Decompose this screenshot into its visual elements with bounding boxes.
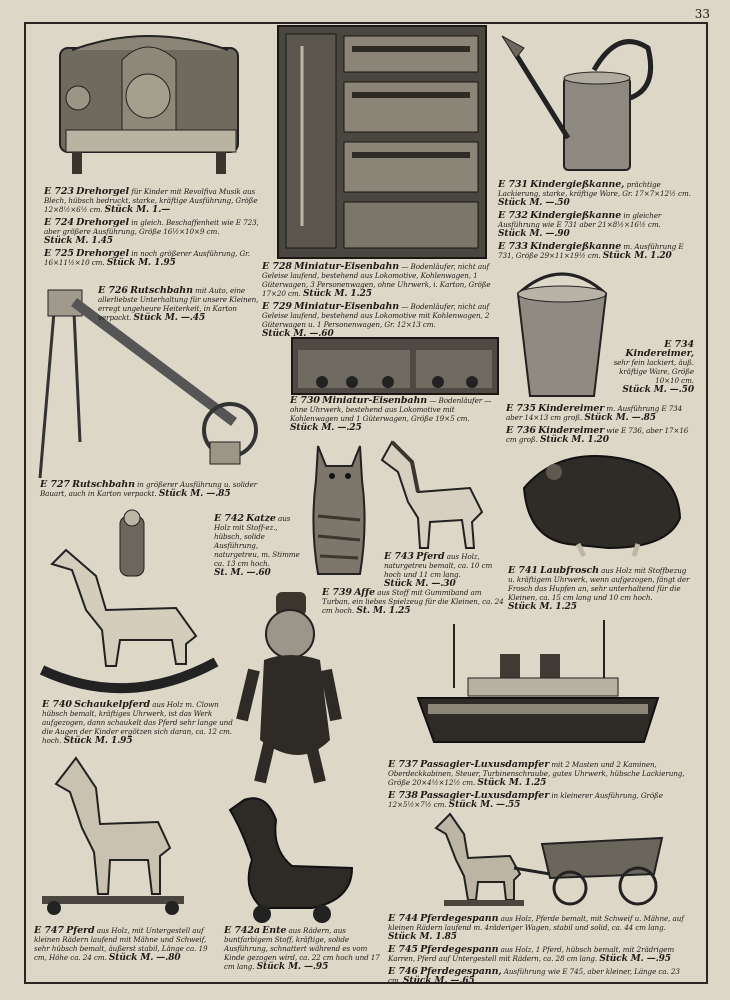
item-price: Stück M. —.65 [403,976,475,986]
item-code: E 726 [98,285,128,296]
item-price: Stück M. —.45 [133,313,206,323]
item-price: Stück M. 1.85 [388,932,457,942]
item-e723 [44,187,262,271]
item-price: Stück M. —.55 [448,800,521,810]
item-e743 [384,552,502,592]
item-name: Rutschbahn [72,479,135,490]
item-name: Miniatur-Eisenbahn [294,261,400,272]
item-code: E 733 [498,241,528,252]
item-code: E 730 [290,395,320,406]
item-price: Stück M. —.95 [256,962,329,972]
item-code: E 742 [214,513,244,524]
item-desc: Ausführung wie E 745, aber kleiner, Länge ca. 23 cm. [388,967,680,985]
item-e737 [388,760,694,813]
item-price: Stück M. —.30 [384,579,456,589]
item-desc: mit Auto, eine allerliebste Unterhaltung für unsere Kleinen, erregt ungeheure Heiterkeit, in Karton verpackt. [98,286,259,322]
item-price: St. M. —.60 [214,568,271,578]
item-price: Stück M. 1.95 [63,736,133,746]
item-price: Stück M. 1.45 [44,236,113,246]
item-code: E 747 [34,925,64,936]
item-name: Passagier-Luxusdampfer [420,790,550,801]
item-desc: prächtige Lackierung, starke, kräftige Ware, Gr. 17×7×12½ cm. [498,180,691,198]
item-price: Stück M. —.80 [108,953,181,963]
barrel-organ-illustration [52,30,244,180]
horse-illustration [378,432,490,550]
item-desc: aus Holz m. Clown hübsch bemalt, kräftiges Uhrwerk, ist das Werk aufgezogen, dann schaukelt das Pferd sehr lange und die Augen der Kinder ergötzen sich daran, ca. 12 cm. hoch. [42,700,233,745]
item-e735 [506,404,694,448]
item-name: Katze [246,513,276,524]
item-name: Kindereimer [538,403,605,414]
item-name: Rutschbahn [130,285,193,296]
item-code: E 728 [262,261,292,272]
item-name: Kindergießkanne [530,241,622,252]
item-name: Kindereimer, [625,348,694,359]
item-name: Kindereimer [538,425,605,436]
item-e727 [40,480,278,502]
item-code: E 723 [44,186,74,197]
item-name: Pferd [66,925,95,936]
item-code: E 742a [224,925,260,936]
item-code: E 745 [388,944,418,955]
item-price: Stück M. 1.25 [508,602,577,612]
item-desc: aus Holz mit Stoffbezug u. kräftigem Uhrwerk, wenn aufgezogen, fängt der Frosch das Hupfen an, sehr unterhaltend für die Kleinen, ca. 15 cm lang und 10 cm hoch. [508,566,690,602]
item-e731 [498,180,694,264]
item-price: Stück M. —.95 [599,954,671,964]
item-price: Stück M. —.85 [584,413,656,423]
item-e734 [612,340,694,398]
item-price: Stück M. —.85 [158,489,231,499]
item-desc: m. Ausführung E 734 aber 14×13 cm groß. [506,404,683,422]
item-code: E 746 [388,966,418,977]
item-desc: sehr fein lackiert, äuß. kräftige Ware, Größe 10×10 cm. [613,358,694,385]
item-desc: in gleicher Ausführung wie E 731 aber 21×8½×16½ cm. [498,211,662,229]
item-e726 [98,286,268,326]
item-desc: aus Rädern, aus buntfarbigem Stoff, kräftige, solide Ausführung, schnattert während es vom Kinde gezogen wird, ca. 22 cm hoch und 17 cm lang. [224,926,380,971]
frog-illustration [518,448,686,558]
small-train-illustration [292,338,498,394]
item-code: E 743 [384,551,414,562]
item-code: E 731 [498,179,528,190]
item-desc: aus Holz, Pferde bemalt, mit Schweif u. Mähne, auf kleinen Rädern laufend m. 4räderiger Wagen, stabil und solid, ca. 44 cm lang. [388,914,684,932]
item-code: E 741 [508,565,538,576]
item-price: Stück M. 1.25 [303,289,372,299]
item-name: Passagier-Luxusdampfer [420,759,550,770]
item-desc: in größerer Ausführung u. solider Bauart, auch in Karton verpackt. [40,480,257,498]
item-name: Ente [262,925,287,936]
item-e747 [34,926,218,966]
item-e730 [290,396,496,436]
item-e740 [42,700,238,749]
item-name: Drehorgel [76,248,130,259]
item-e742a [224,926,380,975]
item-name: Pferdegespann, [420,966,502,977]
bucket-illustration [512,264,612,402]
item-price: Stück M. 1.25 [477,778,547,788]
item-name: Kindergießkanne, [530,179,625,190]
item-desc: in kleinerer Ausführung, Größe 12×5½×7½ cm. [388,791,663,809]
item-name: Miniatur-Eisenbahn [322,395,428,406]
item-code: E 732 [498,210,528,221]
item-desc: aus Holz, naturgetreu bemalt, ca. 10 cm hoch und 11 cm lang. [384,552,493,579]
item-name: Schaukelpferd [74,699,151,710]
page-number: 33 [694,7,710,21]
watering-can-illustration [498,28,668,178]
item-desc: in gleich. Beschaffenheit wie E 723, aber größere Ausführung, Größe 16½×10×9 cm. [44,218,259,236]
item-price: Stück M. —.50 [622,385,694,395]
item-e744 [388,914,694,989]
item-desc: aus Holz, 1 Pferd, hübsch bemalt, mit 2rädrigem Karren, Pferd auf Untergestell mit Rädern, ca. 28 cm lang. [388,945,675,963]
item-desc: aus Holz mit Stoff-ez., hübsch, solide Ausführung, naturgetreu, m. Stimme ca. 13 cm hoch. [214,514,300,568]
item-e741 [508,566,694,615]
item-desc: in noch größerer Ausführung, Gr. 16×11½×10 cm. [44,249,250,267]
item-price: St. M. 1.25 [356,606,411,616]
duck-illustration [222,790,362,924]
item-name: Miniatur-Eisenbahn [294,301,400,312]
item-price: Stück M. 1.95 [106,258,176,268]
item-desc: für Kinder mit Revolfiva Musik aus Blech, hübsch bedruckt, starke, kräftige Ausführung, Größe 12×8½×6½ cm. [44,187,258,214]
cat-illustration [308,436,370,580]
item-desc: wie E 736, aber 17×16 cm groß. [506,426,689,444]
steamer-ship-illustration [414,614,662,754]
item-price: Stück M. 1.— [104,205,171,215]
item-code: E 734 [664,339,694,350]
item-price: Stück M. 1.20 [602,251,672,261]
item-name: Pferdegespann [420,913,499,924]
item-code: E 724 [44,217,74,228]
item-code: E 737 [388,759,418,770]
item-desc: — Bodenläufer, nicht auf Geleise laufend, bestehend aus Lokomotive mit Kohlenwagen, 2 Güterwagen u. 1 Personenwagen, Gr. 12×13 cm. [262,302,490,329]
item-code: E 735 [506,403,536,414]
item-price: Stück M. —.25 [290,423,362,433]
item-e728 [262,262,502,342]
item-e739 [322,588,504,619]
wheeled-horse-illustration [36,748,190,918]
item-name: Drehorgel [76,186,130,197]
item-price: Stück M. 1.20 [539,435,609,445]
item-e742 [214,514,300,581]
item-name: Laubfrosch [540,565,599,576]
item-desc: — Bodenläufer, nicht auf Geleise laufend, bestehend aus Lokomotive, Kohlenwagen, 1 Güterwagen, 3 Personenwagen, ohne Uhrwerk, i. Karton, Größe 17×20 cm. [262,262,491,298]
item-price: Stück M. —.60 [262,329,334,339]
item-price: Stück M. —.50 [498,198,570,208]
item-name: Kindergießkanne [530,210,622,221]
item-code: E 740 [42,699,72,710]
item-code: E 744 [388,913,418,924]
item-code: E 736 [506,425,536,436]
item-name: Affe [354,587,376,598]
item-desc: aus Stoff mit Gummiband am Turban, ein liebes Spielzeug für die Kleinen, ca. 24 cm hoch. [322,588,504,615]
item-code: E 738 [388,790,418,801]
item-desc: aus Holz, mit Untergestell auf kleinen Rädern laufend mit Mähne und Schweif, sehr hübsch bemalt, äußerst stabil, Länge ca. 19 cm, Höhe ca. 24 cm. [34,926,208,962]
monkey-illustration [240,590,340,786]
item-price: Stück M. —.90 [498,229,570,239]
item-desc: m. Ausführung E 731, Größe 29×11×19½ cm. [498,242,684,260]
item-desc: — Bodenläufer — ohne Uhrwerk, bestehend aus Lokomotive mit Kohlenwagen und 1 Güterwagen, Größe 19×5 cm. [290,396,492,423]
item-name: Pferdegespann [420,944,499,955]
item-name: Pferd [416,551,445,562]
item-code: E 739 [322,587,352,598]
item-code: E 727 [40,479,70,490]
item-code: E 725 [44,248,74,259]
item-code: E 729 [262,301,292,312]
item-name: Drehorgel [76,217,130,228]
miniature-train-box-illustration [278,26,486,258]
rocking-horse-illustration [36,510,220,696]
horse-cart-illustration [430,804,666,912]
item-desc: mit 2 Masten und 2 Kaminen, Oberdeckkabinen, Steuer, Turbinenschraube, gutes Uhrwerk, hübsche Lackierung, Größe 20×4½×12½ cm. [388,760,685,787]
